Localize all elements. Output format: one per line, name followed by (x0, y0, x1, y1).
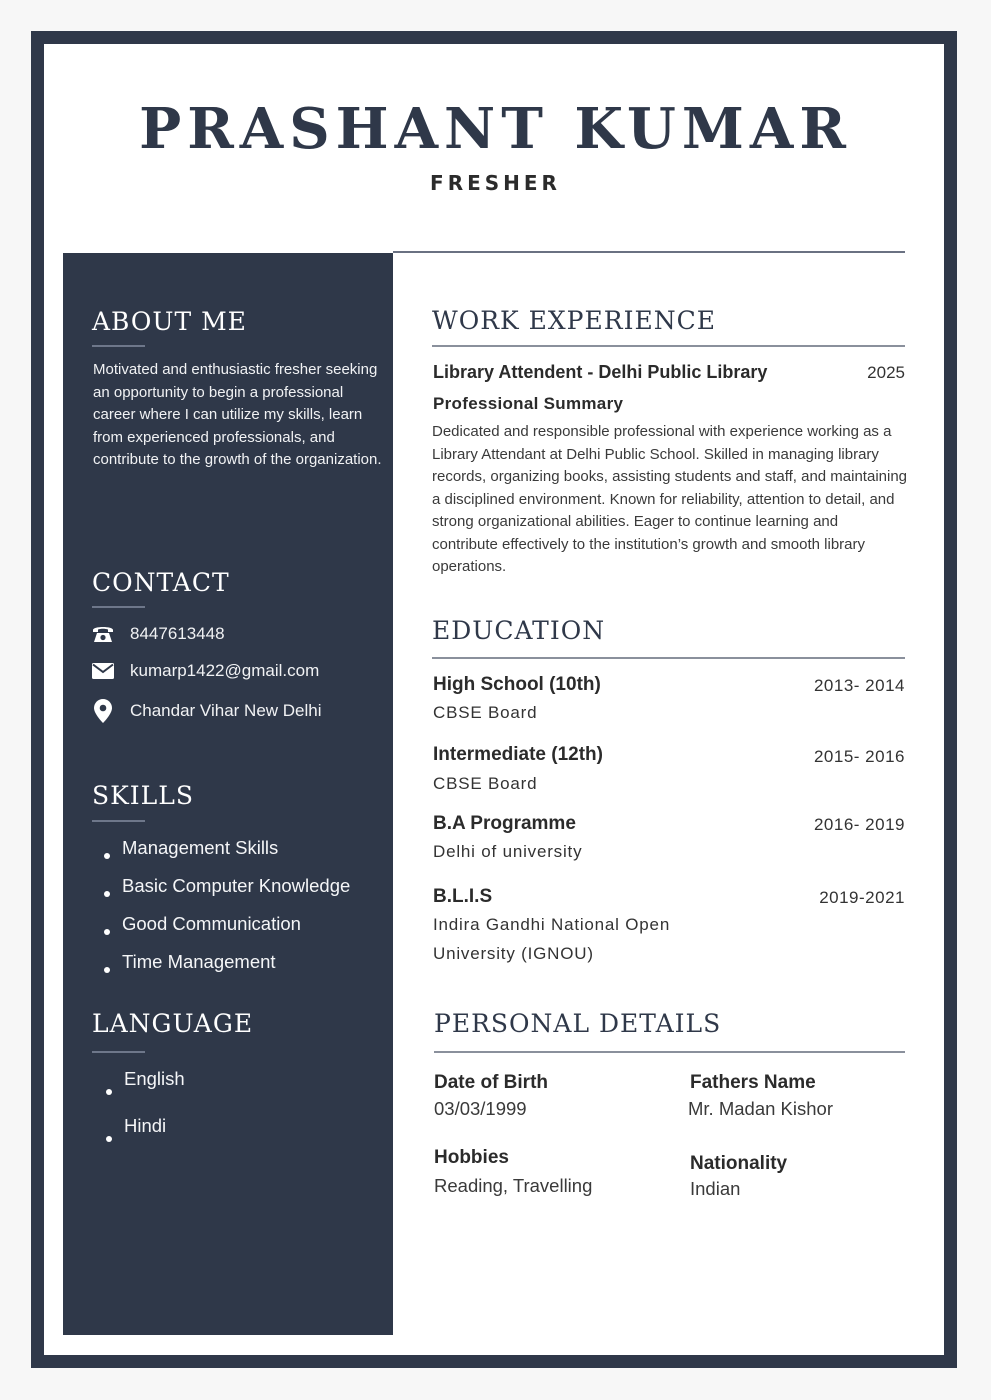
phone-icon (90, 623, 116, 645)
contact-address (90, 699, 322, 723)
language-list (124, 1068, 185, 1162)
dob-label: Date of Birth (434, 1072, 548, 1093)
education-title: Intermediate (12th) (433, 744, 603, 765)
father-label: Fathers Name (690, 1072, 816, 1093)
language-heading-rule (92, 1051, 145, 1053)
contact-heading: CONTACT (92, 568, 230, 597)
education-years: 2015- 2016 (813, 747, 905, 766)
dob-value: 03/03/1999 (434, 1098, 527, 1119)
hobbies-value: Reading, Travelling (434, 1175, 593, 1196)
education-heading-rule (432, 657, 905, 659)
language-heading: LANGUAGE (92, 1009, 254, 1038)
language-item: Hindi (124, 1115, 185, 1162)
personal-heading: PERSONAL DETAILS (434, 1009, 722, 1038)
skill-item: Management Skills (122, 837, 350, 875)
address: Chandar Vihar New Delhi (130, 701, 322, 720)
skills-list (122, 837, 350, 989)
education-years: 2013- 2014 (813, 676, 905, 695)
education-title: B.A Programme (433, 813, 576, 834)
phone-number: 8447613448 (130, 624, 225, 643)
nationality-label: Nationality (690, 1153, 788, 1174)
education-board: CBSE Board (433, 774, 538, 793)
education-years: 2016- 2019 (813, 815, 905, 834)
nationality-value: Indian (690, 1178, 741, 1199)
about-heading-rule (92, 345, 145, 347)
education-title: B.L.I.S (433, 886, 493, 907)
education-board: CBSE Board (433, 703, 538, 722)
education-board: Delhi of university (433, 842, 583, 861)
job-year: 2025 (867, 363, 905, 382)
education-title: High School (10th) (433, 674, 601, 695)
contact-heading-rule (92, 606, 145, 608)
education-board: Indira Gandhi National Open (433, 915, 671, 934)
mail-icon (90, 660, 116, 682)
about-heading: ABOUT ME (92, 307, 247, 336)
language-item: English (124, 1068, 185, 1115)
hobbies-label: Hobbies (434, 1147, 509, 1168)
skill-item: Basic Computer Knowledge (122, 875, 350, 913)
summary-text: Dedicated and responsible professional with experience working as a Library Attendant at Delhi Public School. Skilled in managing library records, organizing books, assisting students and staff, and maintaining a disciplined environment. Known for reliability, attention to detail, and strong organizational abilities. Eager to continue learning and contribute effectively to the institution’s growth and smooth library operations. (432, 423, 908, 575)
skills-heading-rule (92, 820, 145, 822)
father-value: Mr. Madan Kishor (688, 1098, 833, 1119)
candidate-title: FRESHER (430, 171, 561, 195)
about-text: Motivated and enthusiastic fresher seeking an opportunity to begin a professional career where I can utilize my skills, learn from experienced professionals, and contribute to the growth of the organization. (93, 361, 382, 468)
skill-item: Time Management (122, 951, 350, 989)
contact-email (90, 659, 319, 683)
email-address[interactable]: kumarp1422@gmail.com (130, 661, 320, 680)
education-years: 2019-2021 (819, 888, 905, 907)
contact-phone (90, 622, 225, 646)
work-heading: WORK EXPERIENCE (432, 306, 716, 335)
header-divider (393, 251, 905, 253)
job-title: Library Attendent - Delhi Public Library (433, 362, 768, 382)
candidate-name: PRASHANT KUMAR (139, 96, 852, 162)
skill-item: Good Communication (122, 913, 350, 951)
work-heading-rule (432, 345, 905, 347)
education-heading: EDUCATION (432, 616, 606, 645)
skills-heading: SKILLS (92, 781, 195, 810)
personal-heading-rule (434, 1051, 905, 1053)
summary-heading: Professional Summary (433, 394, 624, 413)
education-board: University (IGNOU) (433, 944, 594, 963)
location-pin-icon (90, 700, 116, 722)
